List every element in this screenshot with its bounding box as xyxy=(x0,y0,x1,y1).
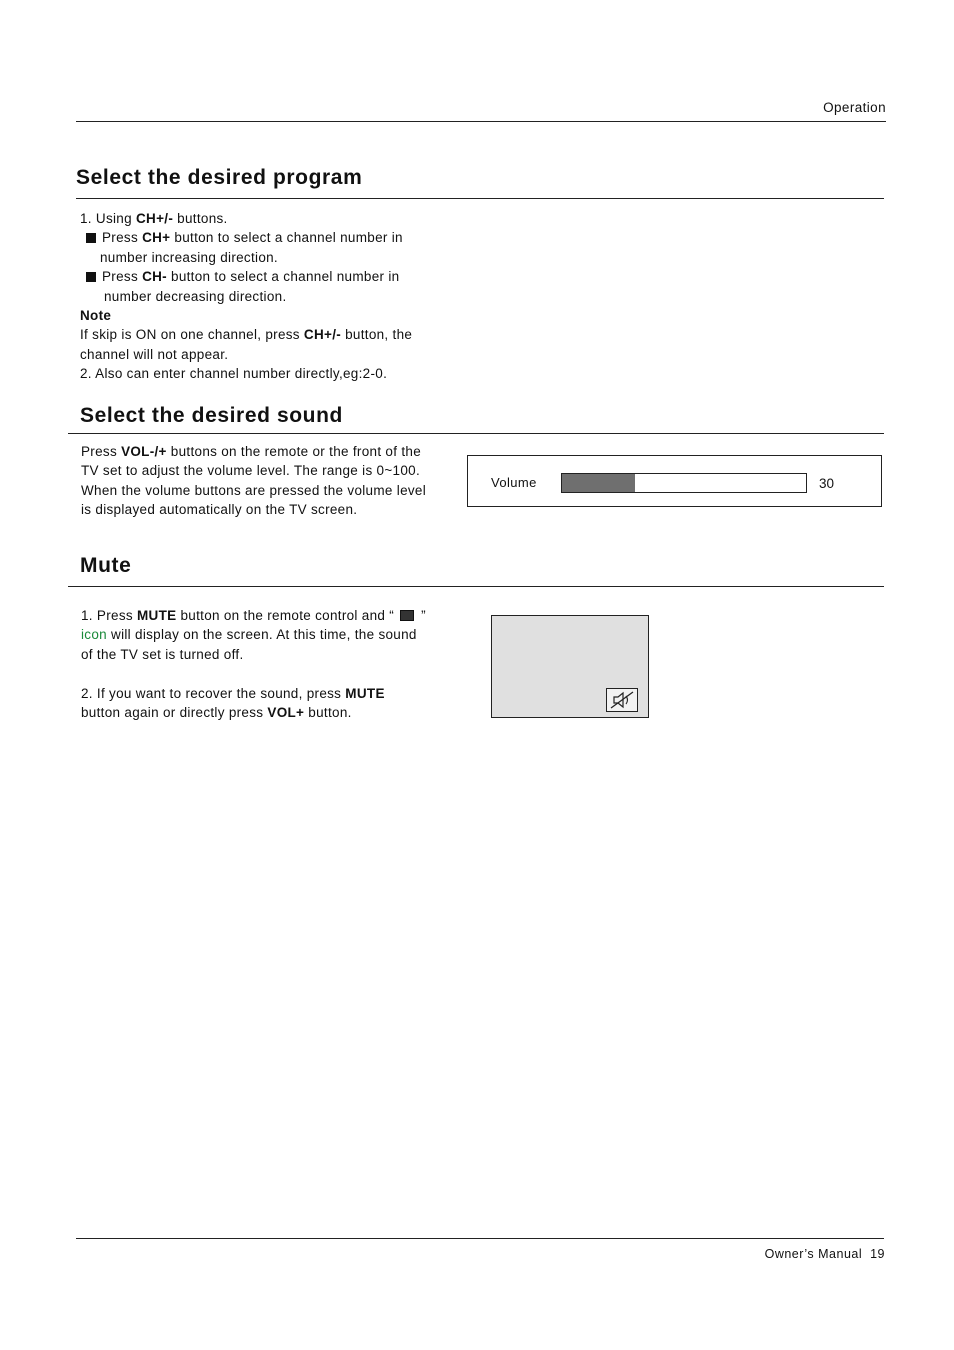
program-line-2: 2. Also can enter channel number directly,eg:2-0. xyxy=(80,366,388,382)
square-bullet-icon xyxy=(86,272,96,282)
mute-inline-icon xyxy=(400,610,414,621)
section-title-sound: Select the desired sound xyxy=(80,404,343,427)
volume-osd-label: Volume xyxy=(491,475,537,490)
volume-osd-value: 30 xyxy=(819,476,835,491)
mute-line-2: icon will display on the screen. At this time, the sound xyxy=(81,627,417,643)
section-rule-sound xyxy=(68,433,884,434)
section-title-program: Select the desired program xyxy=(76,166,363,189)
mute-line-4: 2. If you want to recover the sound, press MUTE xyxy=(81,685,385,701)
footer-rule xyxy=(76,1238,884,1239)
volume-osd-panel xyxy=(467,455,882,507)
section-rule-mute xyxy=(68,586,884,587)
sound-line-1: Press VOL-/+ buttons on the remote or the front of the xyxy=(81,444,421,459)
note-text-cont: channel will not appear. xyxy=(80,346,229,362)
program-bullet-1-cont: number increasing direction. xyxy=(100,249,278,265)
program-bullet-2: Press CH- button to select a channel number in xyxy=(80,267,412,286)
mute-instructions xyxy=(81,606,426,722)
mute-speaker-icon-graphic xyxy=(607,689,637,711)
header-rule xyxy=(76,121,886,122)
volume-level-fill xyxy=(562,474,635,492)
mute-line-3: of the TV set is turned off. xyxy=(81,646,244,662)
mute-line-5: button again or directly press VOL+ button. xyxy=(81,705,352,721)
note-text: If skip is ON on one channel, press CH+/- button, the xyxy=(80,327,413,343)
program-line-1: 1. Using CH+/- buttons. xyxy=(80,211,228,226)
header-section-label: Operation xyxy=(823,100,886,115)
sound-line-2: TV set to adjust the volume level. The range is 0~100. xyxy=(81,463,421,479)
sound-line-3: When the volume buttons are pressed the volume level xyxy=(81,482,427,498)
sound-line-4: is displayed automatically on the TV screen. xyxy=(81,502,358,518)
sound-instructions xyxy=(81,442,426,520)
square-bullet-icon xyxy=(86,233,96,243)
volume-level-bar xyxy=(561,473,807,493)
mute-line-1: 1. Press MUTE button on the remote control and “ ” xyxy=(81,608,426,623)
mute-spacer xyxy=(81,664,426,683)
footer-page-label: Owner’s Manual 19 xyxy=(764,1247,885,1261)
program-bullet-2-cont: number decreasing direction. xyxy=(104,288,287,304)
program-bullet-1: Press CH+ button to select a channel number in xyxy=(80,228,412,247)
section-rule-program xyxy=(76,198,884,199)
tv-screen-illustration xyxy=(491,615,649,718)
note-label: Note xyxy=(80,308,112,324)
section-title-mute: Mute xyxy=(80,554,132,577)
mute-speaker-icon xyxy=(606,688,638,712)
program-instructions xyxy=(80,209,412,384)
